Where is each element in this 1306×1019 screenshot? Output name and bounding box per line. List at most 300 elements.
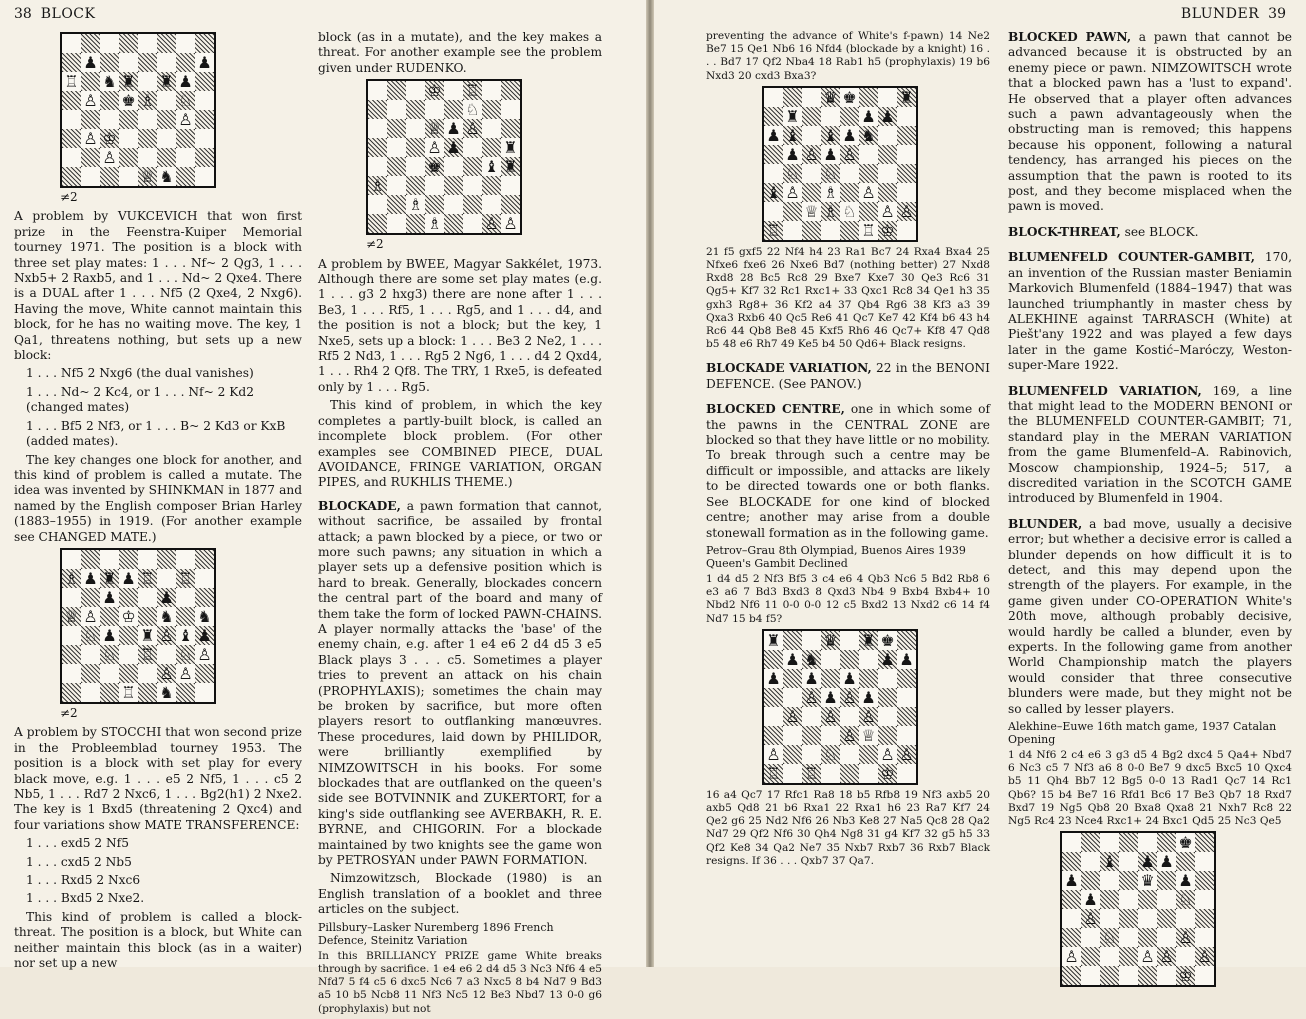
board-square (821, 107, 840, 126)
entry-text: 170, an invention of the Russian master Beniamin Markovich Blumenfeld (1884–1947) that was launched triumphantly in master chess by ALEKHINE against TARRASCH (White) at Piešt'any 1922 and was played a few days later in the game Kostić–Maróczy, Weston-super-Mare 1922. (1008, 250, 1292, 373)
board-square (62, 569, 81, 588)
chess-piece-icon: ♖ (64, 72, 79, 91)
board-square (81, 148, 100, 167)
board-square (802, 107, 821, 126)
chess-piece-icon: ♝ (785, 125, 800, 145)
chess-piece-icon: ♞ (159, 682, 174, 702)
board-square (859, 650, 878, 669)
board-square (897, 650, 916, 669)
chess-piece-icon: ♚ (427, 157, 442, 177)
chess-piece-icon: ♟ (861, 106, 876, 126)
board-square (1119, 852, 1138, 871)
paragraph: A problem by BWEE, Magyar Sakkélet, 1973. Although there are some set play mates (e.g. 1 . . . g3 2 hxg3) there are none after 1 . . . Be3, 1 . . . Rf5, 1 . . . Rg5, and 1 . . . d4, and the position is not a block; but the key, 1 Nxe5, sets up a block: 1 . . . Be3 2 Ne2, 1 . . . Rf5 2 Nd3, 1 . . . Rg5 2 Ng6, 1 . . . d4 2 Qxd4, 1 . . . Rh4 2 Qf8. The TRY, 1 Rxe5, is defeated only by 1 . . . Rg5. (318, 256, 602, 394)
entry-blocked-pawn (1008, 30, 1292, 215)
board-square (783, 688, 802, 707)
chess-piece-icon: ♘ (465, 100, 480, 120)
board-square (444, 138, 463, 157)
chess-piece-icon: ♙ (880, 744, 895, 764)
game-heading: Pillsbury–Lasker Nuremberg 1896 French Defence, Steinitz Variation (318, 920, 554, 947)
board-square (62, 34, 81, 53)
chess-piece-icon: ♙ (804, 144, 819, 164)
board-square (119, 569, 138, 588)
board-square (100, 110, 119, 129)
board-square (764, 126, 783, 145)
chess-piece-icon: ♟ (1159, 852, 1174, 872)
board-square (138, 626, 157, 645)
board-square (444, 214, 463, 233)
board-square (406, 100, 425, 119)
chess-piece-icon: ♟ (785, 649, 800, 669)
board-square (368, 119, 387, 138)
chess-piece-icon: ♟ (446, 138, 461, 158)
board-square (840, 669, 859, 688)
board-square (1062, 871, 1081, 890)
left-page (0, 0, 646, 1015)
board-square (897, 764, 916, 783)
board-square (897, 221, 916, 240)
board-square (387, 214, 406, 233)
board-square (783, 221, 802, 240)
chess-piece-icon: ♔ (880, 763, 895, 783)
chess-piece-icon: ♜ (899, 87, 914, 107)
chess-board (762, 86, 918, 242)
board-square (764, 164, 783, 183)
board-square (783, 126, 802, 145)
board-square (176, 550, 195, 569)
board-square (1176, 966, 1195, 985)
chess-piece-icon: ♗ (823, 182, 838, 202)
board-square (138, 683, 157, 702)
board-square (783, 164, 802, 183)
board-square (463, 138, 482, 157)
board-square (840, 107, 859, 126)
board-square (81, 34, 100, 53)
board-square (821, 126, 840, 145)
chess-piece-icon: ♞ (159, 167, 174, 186)
board-square (100, 683, 119, 702)
board-square (62, 664, 81, 683)
chess-piece-icon: ♙ (842, 687, 857, 707)
chess-piece-icon: ♙ (1159, 947, 1174, 967)
variation-line: 1 . . . cxd5 2 Nb5 (26, 854, 132, 869)
chess-piece-icon: ♚ (121, 91, 136, 110)
diagram-caption: ≠2 (366, 237, 384, 252)
board-square (878, 221, 897, 240)
board-square (840, 145, 859, 164)
board-square (81, 53, 100, 72)
board-square (821, 88, 840, 107)
chess-piece-icon: ♘ (83, 625, 98, 645)
chess-piece-icon: ♘ (842, 201, 857, 221)
board-square (878, 88, 897, 107)
entry-headword: BLUNDER, (1008, 516, 1083, 531)
board-square (501, 138, 520, 157)
board-square (157, 34, 176, 53)
entry-blocked-centre (706, 402, 990, 541)
board-square (1138, 871, 1157, 890)
board-square (119, 167, 138, 186)
variation-line: 1 . . . exd5 2 Nf5 (26, 836, 129, 851)
board-square (138, 607, 157, 626)
board-square (195, 129, 214, 148)
board-square (195, 91, 214, 110)
board-square (840, 88, 859, 107)
board-square (821, 202, 840, 221)
chess-piece-icon: ♚ (842, 87, 857, 107)
board-square (764, 183, 783, 202)
board-square (840, 202, 859, 221)
board-square (821, 650, 840, 669)
chess-piece-icon: ♗ (427, 214, 442, 234)
chess-piece-icon: ♔ (102, 129, 117, 148)
chess-piece-icon: ♕ (64, 606, 79, 626)
board-square (1138, 833, 1157, 852)
chess-piece-icon: ♔ (880, 220, 895, 240)
board-square (157, 129, 176, 148)
chess-piece-icon: ♜ (102, 568, 117, 588)
board-square (859, 145, 878, 164)
board-square (62, 626, 81, 645)
variation-line: 1 . . . Nf5 2 Nxg6 (the dual vanishes) (26, 366, 254, 381)
chess-piece-icon: ♝ (766, 182, 781, 202)
board-square (119, 148, 138, 167)
board-square (764, 688, 783, 707)
board-square (878, 707, 897, 726)
game-moves: In this BRILLIANCY PRIZE game White breaks through by sacrifice. 1 e4 e6 2 d4 d5 3 Nc3 Nf6 4 e5 Nfd7 5 f4 c5 6 dxc5 Nc6 7 a3 Nxc5 8 b4 Nd7 9 Bd3 a5 10 b5 Ncb8 11 Nf3 Nc5 12 Be3 Nbd7 13 0-0 g6 (prophylaxis) but not (318, 949, 602, 1015)
board-square (444, 195, 463, 214)
book-gutter (646, 0, 654, 967)
entry-block-threat (1008, 225, 1292, 240)
game-heading: Petrov–Grau 8th Olympiad, Buenos Aires 1939 Queen's Gambit Declined (706, 543, 966, 570)
chess-piece-icon: ♗ (64, 568, 79, 588)
chess-piece-icon: ♟ (1178, 871, 1193, 891)
chess-board (60, 548, 216, 704)
board-square (81, 91, 100, 110)
chess-piece-icon: ♞ (861, 125, 876, 145)
board-square (783, 202, 802, 221)
game-moves: 1 d4 d5 2 Nf3 Bf5 3 c4 e6 4 Qb3 Nc6 5 Bd2 Rb8 6 e3 a6 7 Bd3 Bxd3 8 Qxd3 Nb4 9 Bxb4 Bxb4+ 10 Nbd2 Nf6 11 0-0 0-0 12 c5 Bxd2 13 Nxd2 c6 14 f4 Nd7 15 b4 f5? (706, 572, 990, 625)
chess-piece-icon: ♘ (178, 644, 193, 664)
board-square (1081, 833, 1100, 852)
board-square (387, 138, 406, 157)
chess-piece-icon: ♜ (766, 630, 781, 650)
board-square (157, 588, 176, 607)
board-square (802, 221, 821, 240)
entry-blockade (318, 499, 602, 869)
chess-piece-icon: ♙ (842, 725, 857, 745)
chess-piece-icon: ♟ (842, 125, 857, 145)
chess-piece-icon: ♔ (1178, 966, 1193, 986)
chess-piece-icon: ♚ (880, 630, 895, 650)
chess-piece-icon: ♗ (140, 91, 155, 110)
page-number: 39 (1268, 6, 1286, 22)
board-square (463, 100, 482, 119)
chess-piece-icon: ♖ (766, 763, 781, 783)
board-square (802, 688, 821, 707)
chess-piece-icon: ♟ (197, 625, 212, 645)
board-square (425, 176, 444, 195)
board-square (1062, 852, 1081, 871)
entry-headword: BLUMENFELD VARIATION, (1008, 383, 1202, 398)
board-square (1157, 852, 1176, 871)
board-square (157, 626, 176, 645)
board-square (176, 91, 195, 110)
board-square (81, 129, 100, 148)
board-square (501, 100, 520, 119)
chess-piece-icon: ♜ (159, 72, 174, 91)
chess-piece-icon: ♗ (823, 201, 838, 221)
board-square (821, 669, 840, 688)
chess-piece-icon: ♚ (1178, 833, 1193, 853)
variation-line: 1 . . . Bf5 2 Nf3, or 1 . . . B~ 2 Kd3 or KxB (added mates). (26, 418, 286, 449)
board-square (802, 707, 821, 726)
board-square (878, 126, 897, 145)
board-square (859, 126, 878, 145)
board-square (138, 550, 157, 569)
board-square (1062, 909, 1081, 928)
entry-text: 22 in the BENONI DEFENCE. (See PANOV.) (706, 361, 990, 391)
board-square (1119, 890, 1138, 909)
board-square (176, 683, 195, 702)
chess-piece-icon: ♘ (178, 91, 193, 110)
board-square (62, 167, 81, 186)
chess-piece-icon: ♖ (465, 81, 480, 101)
board-square (764, 745, 783, 764)
chess-piece-icon: ♟ (446, 119, 461, 139)
board-square (119, 110, 138, 129)
board-square (501, 195, 520, 214)
board-square (840, 631, 859, 650)
board-square (821, 631, 840, 650)
board-square (897, 669, 916, 688)
board-square (157, 72, 176, 91)
board-square (1100, 928, 1119, 947)
board-square (821, 688, 840, 707)
board-square (1157, 928, 1176, 947)
board-square (802, 726, 821, 745)
board-square (81, 664, 100, 683)
chess-diagram (762, 86, 990, 242)
board-square (840, 707, 859, 726)
board-square (764, 707, 783, 726)
chess-piece-icon: ♙ (178, 110, 193, 129)
board-square (783, 631, 802, 650)
board-square (821, 707, 840, 726)
entry-headword: BLOCKED CENTRE, (706, 402, 845, 417)
board-square (1195, 966, 1214, 985)
board-square (840, 688, 859, 707)
board-square (840, 745, 859, 764)
board-square (176, 34, 195, 53)
board-square (368, 195, 387, 214)
board-square (482, 100, 501, 119)
board-square (368, 138, 387, 157)
board-square (1100, 890, 1119, 909)
board-square (425, 214, 444, 233)
board-square (1100, 909, 1119, 928)
entry-text: 169, a line that might lead to the MODERN BENONI or the BLUMENFELD COUNTER-GAMBIT; 71, standard play in the MERAN VARIATION from the game Blumenfeld–A. Rabinovich, Moscow championship, 1924–5; 517, a discredited variation in the SCOTCH GAME introduced by Blumenfeld in 1904. (1008, 383, 1293, 506)
chess-piece-icon: ♙ (823, 706, 838, 726)
board-square (897, 631, 916, 650)
board-square (1157, 890, 1176, 909)
running-title: BLOCK (40, 6, 96, 22)
board-square (821, 764, 840, 783)
chess-piece-icon: ♟ (178, 72, 193, 91)
entry-text: see BLOCK. (1124, 224, 1199, 239)
board-square (406, 214, 425, 233)
board-square (119, 550, 138, 569)
board-square (119, 53, 138, 72)
board-square (1081, 909, 1100, 928)
chess-piece-icon: ♙ (83, 606, 98, 626)
chess-piece-icon: ♖ (804, 763, 819, 783)
board-square (482, 138, 501, 157)
chess-piece-icon: ♙ (785, 182, 800, 202)
board-square (100, 550, 119, 569)
board-square (1195, 871, 1214, 890)
board-square (157, 110, 176, 129)
board-square (195, 167, 214, 186)
paragraph: block (as in a mutate), and the key makes a threat. For another example see the problem given under RUDENKO. (318, 30, 602, 75)
entry-headword: BLOCKED PAWN, (1008, 30, 1132, 44)
chess-piece-icon: ♟ (823, 687, 838, 707)
chess-piece-icon: ♜ (140, 625, 155, 645)
board-square (1195, 947, 1214, 966)
board-square (406, 157, 425, 176)
board-square (802, 145, 821, 164)
board-square (425, 119, 444, 138)
board-square (138, 34, 157, 53)
board-square (1195, 890, 1214, 909)
chess-piece-icon: ♟ (102, 587, 117, 607)
board-square (138, 129, 157, 148)
board-square (482, 81, 501, 100)
board-square (802, 183, 821, 202)
chess-piece-icon: ♟ (880, 649, 895, 669)
board-square (1119, 947, 1138, 966)
chess-piece-icon: ♝ (1102, 852, 1117, 872)
chess-piece-icon: ♙ (1064, 947, 1079, 967)
board-square (62, 645, 81, 664)
board-square (425, 138, 444, 157)
board-square (157, 569, 176, 588)
board-square (81, 626, 100, 645)
board-square (821, 145, 840, 164)
board-square (119, 72, 138, 91)
chess-piece-icon: ♟ (899, 649, 914, 669)
board-square (1081, 852, 1100, 871)
board-square (783, 650, 802, 669)
board-square (802, 745, 821, 764)
board-square (157, 683, 176, 702)
entry-headword: BLOCK-THREAT, (1008, 224, 1121, 239)
board-square (1062, 890, 1081, 909)
board-square (176, 148, 195, 167)
chess-diagram (60, 548, 302, 721)
entry-text: a pawn that cannot be advanced because it is obstructed by an enemy piece or pawn. NIMZOWITSCH wrote that a blocked pawn has a 'lust to expand'. He observed that a player often advances such a pawn advantageously when the obstructing man is removed; this happens because his opponent, following a natural tendency, has arranged his pieces on the assumption that the pawn is rooted to its post, and they become misplaced when the pawn is moved. (1008, 30, 1293, 214)
board-square (1081, 966, 1100, 985)
board-square (176, 626, 195, 645)
board-square (406, 138, 425, 157)
chess-diagram (366, 79, 602, 252)
board-square (1176, 947, 1195, 966)
chess-piece-icon: ♙ (1178, 928, 1193, 948)
board-square (425, 81, 444, 100)
board-square (444, 119, 463, 138)
board-square (1157, 947, 1176, 966)
entry-blumenfeld-counter-gambit (1008, 250, 1292, 373)
board-square (157, 148, 176, 167)
entry-text: a bad move, usually a decisive error; but whether a decisive error is called a blunder depends on how difficult it is to detect, and this may depend upon the strength of the players. For example, in the game given under CO-OPERATION White's 20th move, although probably decisive, would hardly be called a blunder, even by experts. In the following game from another World Championship match the players would consider that three consecutive blunders were made, but they might not be so called by lesser players. (1008, 516, 1293, 716)
paragraph: A problem by STOCCHI that won second prize in the Probleemblad tourney 1953. The position is a block with set play for every black move, e.g. 1 . . . e5 2 Nf5, 1 . . . c5 2 Nb5, 1 . . . Rd7 2 Nxc6, 1 . . . Bg2(h1) 2 Nxe2. The key is 1 Bxd5 (threatening 2 Qxc4) and four variations show MATE TRANSFERENCE: (14, 725, 302, 832)
chess-piece-icon: ♕ (861, 725, 876, 745)
chess-piece-icon: ♜ (861, 630, 876, 650)
board-square (195, 72, 214, 91)
board-square (821, 221, 840, 240)
board-square (1062, 833, 1081, 852)
chess-piece-icon: ♟ (766, 668, 781, 688)
board-square (444, 176, 463, 195)
chess-piece-icon: ♜ (785, 106, 800, 126)
board-square (100, 645, 119, 664)
running-head-right (1181, 6, 1286, 22)
chess-piece-icon: ♘ (1178, 890, 1193, 910)
board-square (368, 176, 387, 195)
board-square (859, 631, 878, 650)
board-square (463, 195, 482, 214)
board-square (859, 726, 878, 745)
chess-piece-icon: ♝ (484, 157, 499, 177)
board-square (764, 650, 783, 669)
board-square (482, 195, 501, 214)
board-square (138, 110, 157, 129)
game-heading: Alekhine–Euwe 16th match game, 1937 Catalan Opening (1008, 720, 1277, 747)
board-square (138, 53, 157, 72)
paragraph: Nimzowitzsch, Blockade (1980) is an English translation of a booklet and three articles on the subject. (318, 871, 602, 917)
board-square (195, 148, 214, 167)
board-square (157, 607, 176, 626)
board-square (1081, 871, 1100, 890)
chess-piece-icon: ♞ (159, 606, 174, 626)
chess-piece-icon: ♕ (427, 119, 442, 139)
board-square (764, 107, 783, 126)
board-square (859, 764, 878, 783)
board-square (81, 588, 100, 607)
chess-board (366, 79, 522, 235)
entry-headword: BLOCKADE VARIATION, (706, 361, 872, 376)
chess-piece-icon: ♙ (102, 148, 117, 167)
chess-piece-icon: ♙ (861, 182, 876, 202)
board-square (176, 569, 195, 588)
chess-piece-icon: ♗ (408, 195, 423, 215)
chess-piece-icon: ♝ (178, 625, 193, 645)
board-square (62, 72, 81, 91)
board-square (859, 183, 878, 202)
chess-piece-icon: ♛ (823, 87, 838, 107)
chess-piece-icon: ♔ (121, 606, 136, 626)
board-square (840, 650, 859, 669)
chess-piece-icon: ♟ (83, 53, 98, 72)
chess-piece-icon: ♙ (83, 129, 98, 148)
board-square (81, 683, 100, 702)
chess-piece-icon: ♟ (83, 568, 98, 588)
chess-board (60, 32, 216, 188)
board-square (764, 145, 783, 164)
right-page (654, 0, 1306, 986)
board-square (119, 607, 138, 626)
board-square (1100, 852, 1119, 871)
board-square (444, 157, 463, 176)
